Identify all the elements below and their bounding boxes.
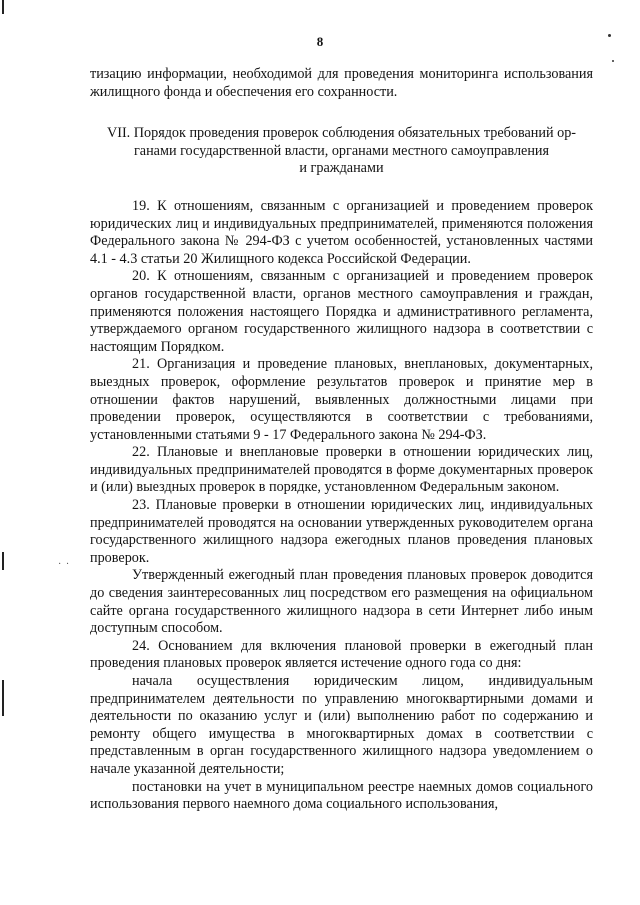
- paragraph-23-plan: Утвержденный ежегодный план проведения плановых проверок доводится до сведения заинтересованных лиц посредством его размещения на официальном сайте органа государственного жилищного надзора в сети Интернет либо иным доступным способом.: [90, 567, 593, 637]
- section-heading-line: и гражданами: [299, 160, 384, 177]
- paragraph-21: 21. Организация и проведение плановых, внеплановых, документарных, выездных проверок, оформление результатов проверок и принятие мер в отношении фактов нарушений, выявленных должностными лицами при проведении проверок, осуществляются в соответствии с требованиями, установленными статьями 9 - 17 Федерального закона № 294-ФЗ.: [90, 356, 593, 443]
- section-heading-line: ганами государственной власти, органами местного самоуправления: [133, 142, 550, 159]
- scan-speck: [612, 60, 614, 62]
- continuation-paragraph: тизацию информации, необходимой для проведения мониторинга использования жилищного фонда и обеспечения его сохранности.: [90, 66, 593, 100]
- paragraph-24: 24. Основанием для включения плановой проверки в ежегодный план проведения плановых проверок является истечение одного года со дня:: [90, 637, 593, 672]
- margin-dots: · ·: [58, 559, 71, 570]
- section-heading-line: VII. Порядок проведения проверок соблюдения обязательных требований ор-: [106, 125, 577, 142]
- page-number: 8: [316, 34, 324, 49]
- document-body: [90, 66, 593, 814]
- paragraph-20: 20. К отношениям, связанным с организацией и проведением проверок органов государственной власти, органов местного самоуправления и граждан, применяются положения настоящего Порядка и административного регламента, утверждаемого органом государственного жилищного надзора в соответствии с настоящим Порядком.: [90, 268, 593, 355]
- scan-edge-mark: [2, 552, 4, 570]
- paragraph-22: 22. Плановые и внеплановые проверки в отношении юридических лиц, индивидуальных предпринимателей проводятся в форме документарных проверок и (или) выездных проверок в порядке, установленном Федеральным законом.: [90, 444, 593, 496]
- paragraph-19: 19. К отношениям, связанным с организацией и проведением проверок юридических лиц и индивидуальных предпринимателей, применяются положения Федерального закона № 294-ФЗ с учетом особенностей, установленных частями 4.1 - 4.3 статьи 20 Жилищного кодекса Российской Федерации.: [90, 197, 593, 267]
- paragraph-24-item-2: постановки на учет в муниципальном реестре наемных домов социального использования первого наемного дома социального использования,: [90, 778, 593, 813]
- paragraph-23: 23. Плановые проверки в отношении юридических лиц, индивидуальных предпринимателей проводятся на основании утвержденных руководителем органа государственного жилищного надзора ежегодных планов проведения плановых проверок.: [90, 497, 593, 566]
- paragraph-24-item-1: начала осуществления юридическим лицом, индивидуальным предпринимателем деятельности по управлению многоквартирными домами и деятельности по оказанию услуг и (или) выполнению работ по содержанию и ремонту общего имущества в многоквартирных домах в соответствии с представленным в орган государственного жилищного надзора уведомлением о начале указанной деятельности;: [90, 673, 593, 777]
- section-heading: [90, 125, 593, 178]
- scan-edge-mark: [2, 680, 4, 716]
- scan-edge-mark: [2, 0, 4, 14]
